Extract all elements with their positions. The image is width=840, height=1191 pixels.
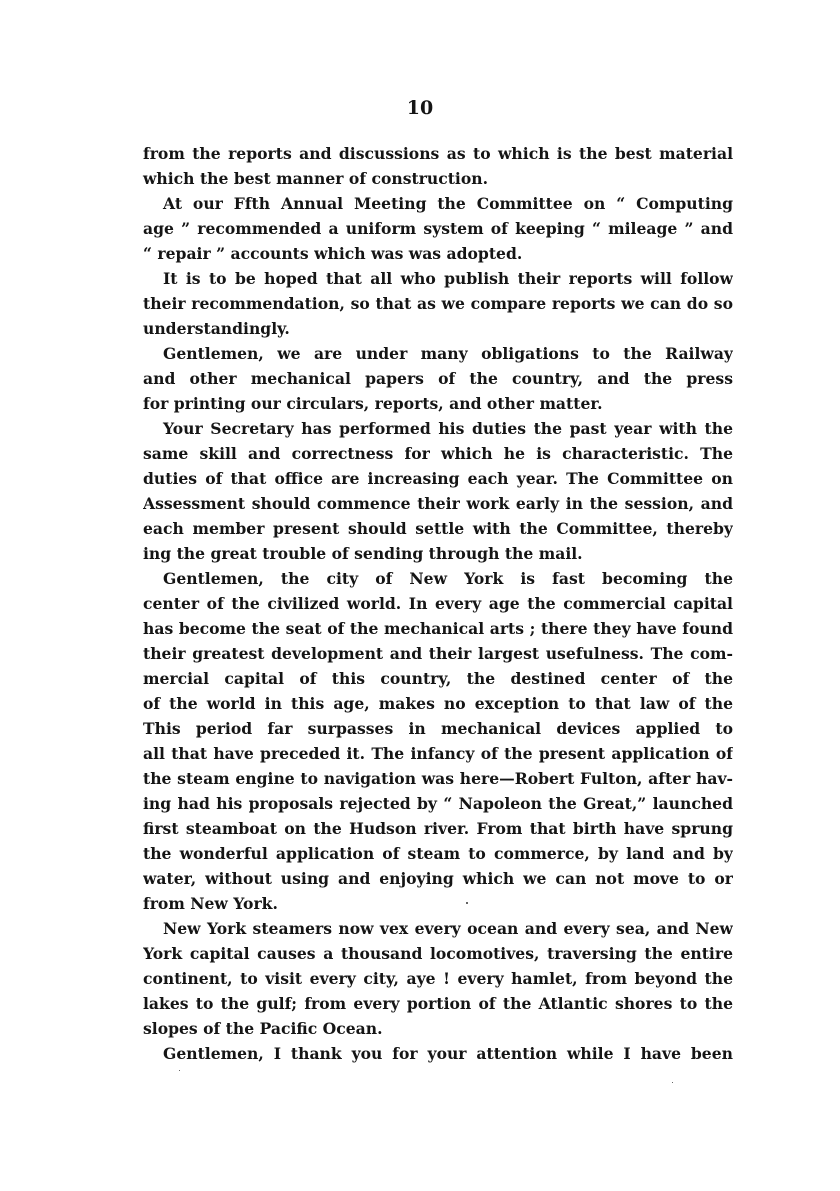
text-line: has become the seat of the mechanical arts ; there they have found (143, 619, 733, 638)
ink-speck (466, 902, 468, 904)
text-line: their recommendation, so that as we compare reports we can do so (143, 294, 733, 313)
text-line: understandingly. (143, 319, 290, 338)
text-line: Gentlemen, the city of New York is fast becoming the (163, 569, 733, 588)
text-line: This period far surpasses in mechanical devices applied to (143, 719, 733, 738)
text-line: the steam engine to navigation was here—Robert Fulton, after hav- (143, 769, 733, 788)
text-line: Your Secretary has performed his duties the past year with the (163, 419, 733, 438)
text-line: first steamboat on the Hudson river. From that birth have sprung (143, 819, 733, 838)
text-line: from New York. (143, 894, 278, 913)
text-line: Gentlemen, we are under many obligations to the Railway (163, 344, 733, 363)
text-line: age ” recommended a uniform system of keeping “ mileage ” and (143, 219, 733, 238)
text-line: York capital causes a thousand locomotives, traversing the entire (143, 944, 733, 963)
body-text (143, 141, 733, 1066)
text-line: same skill and correctness for which he is characteristic. The (143, 444, 733, 463)
page-number: 10 (406, 97, 434, 119)
text-line: which the best manner of construction. (143, 169, 489, 188)
text-line: Assessment should commence their work early in the session, and (143, 494, 733, 513)
text-line: ing had his proposals rejected by “ Napoleon the Great,” launched (143, 794, 733, 813)
text-line: all that have preceded it. The infancy of the present application of (143, 744, 733, 763)
text-line: duties of that office are increasing each year. The Committee on (143, 469, 733, 488)
text-line: water, without using and enjoying which we can not move to or (143, 869, 733, 888)
text-line: and other mechanical papers of the country, and the press (143, 369, 733, 388)
text-line: ing the great trouble of sending through the mail. (143, 544, 583, 563)
text-line: continent, to visit every city, aye ! every hamlet, from beyond the (143, 969, 733, 988)
text-line: At our Ffth Annual Meeting the Committee on “ Computing (163, 194, 733, 213)
text-line: from the reports and discussions as to which is the best material (143, 144, 733, 163)
ink-speck (672, 1082, 673, 1083)
text-line: New York steamers now vex every ocean and every sea, and New (163, 919, 733, 938)
text-line: It is to be hoped that all who publish their reports will follow (163, 269, 733, 288)
text-line: each member present should settle with the Committee, thereby (143, 519, 733, 538)
text-line: the wonderful application of steam to commerce, by land and by (143, 844, 733, 863)
text-line: slopes of the Pacific Ocean. (143, 1019, 383, 1038)
ink-speck (179, 1070, 180, 1071)
text-line: their greatest development and their largest usefulness. The com- (143, 644, 733, 663)
text-line: center of the civilized world. In every age the commercial capital (143, 594, 733, 613)
text-line: for printing our circulars, reports, and other matter. (143, 394, 603, 413)
text-line: lakes to the gulf; from every portion of the Atlantic shores to the (143, 994, 733, 1013)
text-line: of the world in this age, makes no exception to that law of the (143, 694, 733, 713)
text-line: “ repair ” accounts which was was adopted. (143, 244, 523, 263)
text-line: mercial capital of this country, the destined center of the (143, 669, 733, 688)
text-line: Gentlemen, I thank you for your attention while I have been (163, 1044, 733, 1063)
